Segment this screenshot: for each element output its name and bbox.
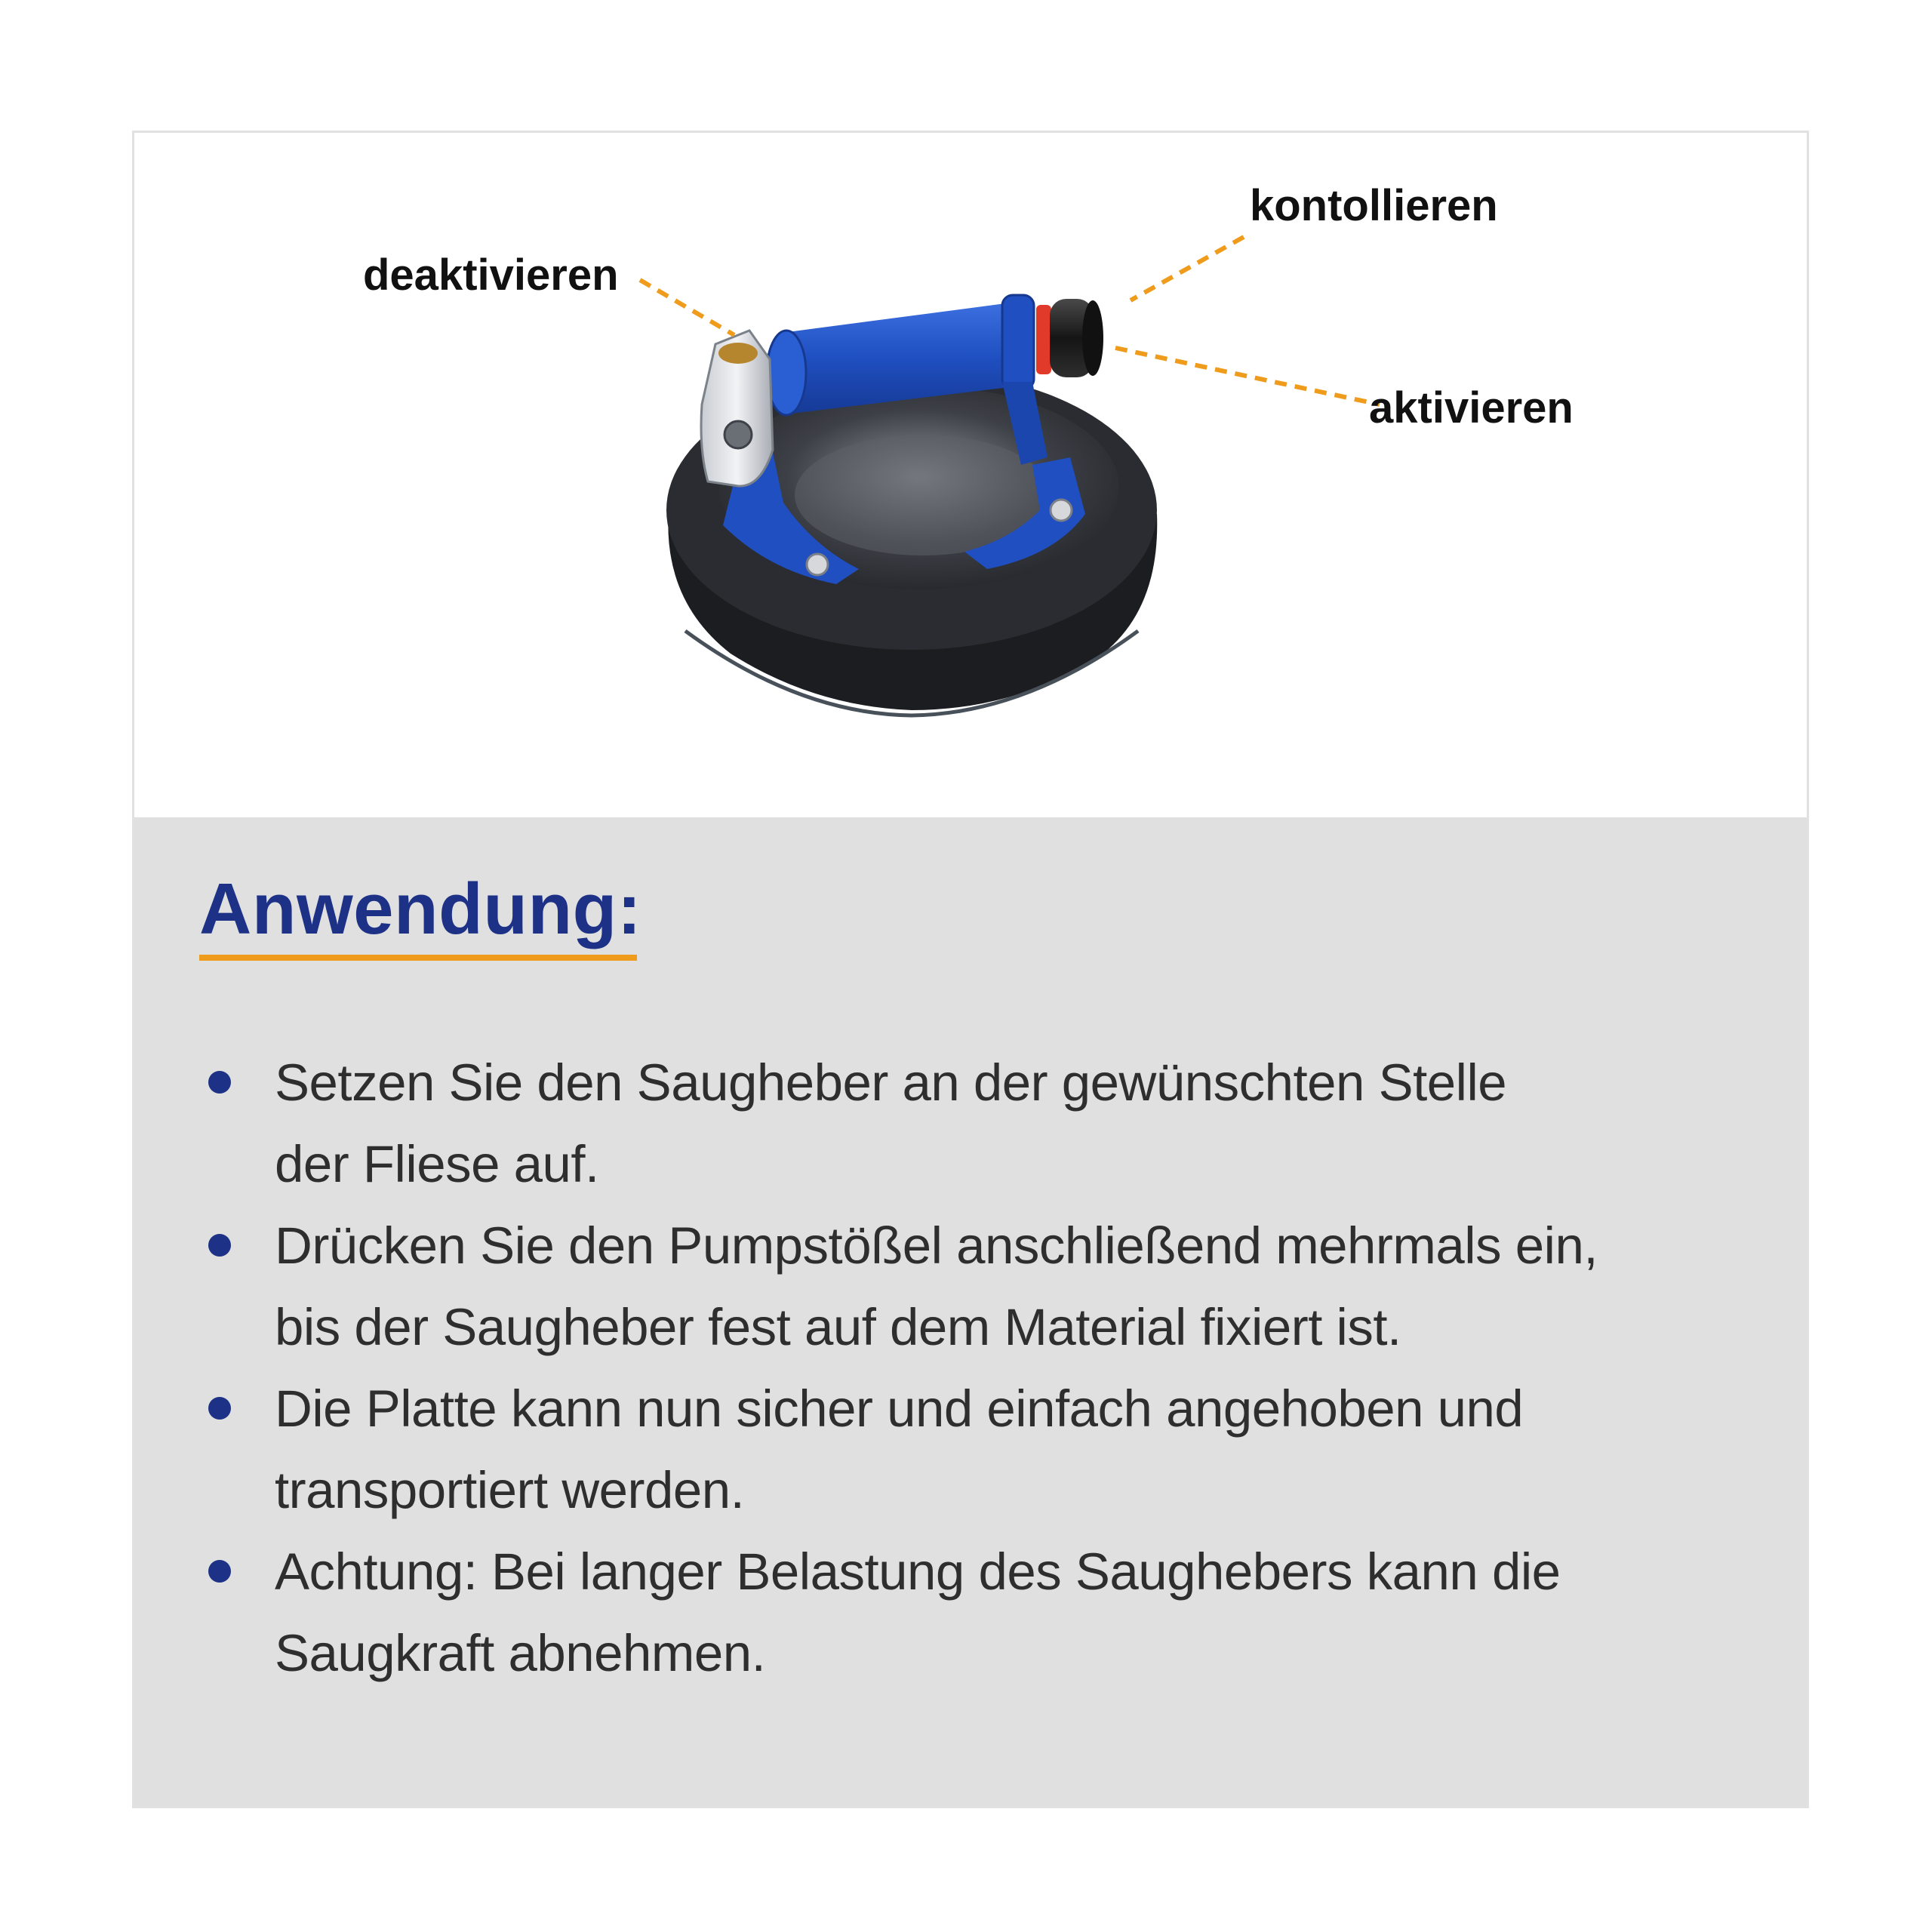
bullet-icon [208,1071,231,1094]
callout-deaktivieren: deaktivieren [363,251,619,300]
step-line: der Fliese auf. [275,1135,599,1193]
step-line: Setzen Sie den Saugheber an der gewünschten Stelle [275,1054,1507,1112]
list-item [207,1205,1731,1368]
usage-heading: Anwendung: [199,869,642,949]
bullet-icon [208,1560,231,1583]
callout-kontollieren: kontollieren [1250,181,1498,230]
bullet-icon [208,1234,231,1257]
step-line: Die Platte kann nun sicher und einfach angehoben und [275,1380,1524,1438]
step-line: Achtung: Bei langer Belastung des Saughebers kann die [275,1543,1561,1601]
list-item [207,1368,1731,1531]
bullet-icon [208,1397,231,1420]
list-item [207,1042,1731,1205]
list-item [207,1531,1731,1694]
usage-panel [134,817,1807,1806]
product-image-panel [134,133,1807,817]
pump-plunger [1036,299,1103,377]
vacuum-suction-lifter-icon [134,133,1807,817]
heading-underline [199,955,637,961]
step-line: Saugkraft abnehmen. [275,1624,766,1682]
release-lever [701,331,773,486]
step-line: bis der Saugheber fest auf dem Material fixiert ist. [275,1298,1401,1356]
callout-aktivieren: aktivieren [1369,383,1574,432]
product-card [132,131,1809,1808]
step-line: transportiert werden. [275,1461,745,1519]
step-line: Drücken Sie den Pumpstößel anschließend mehrmals ein, [275,1217,1598,1275]
usage-steps [207,1042,1731,1694]
